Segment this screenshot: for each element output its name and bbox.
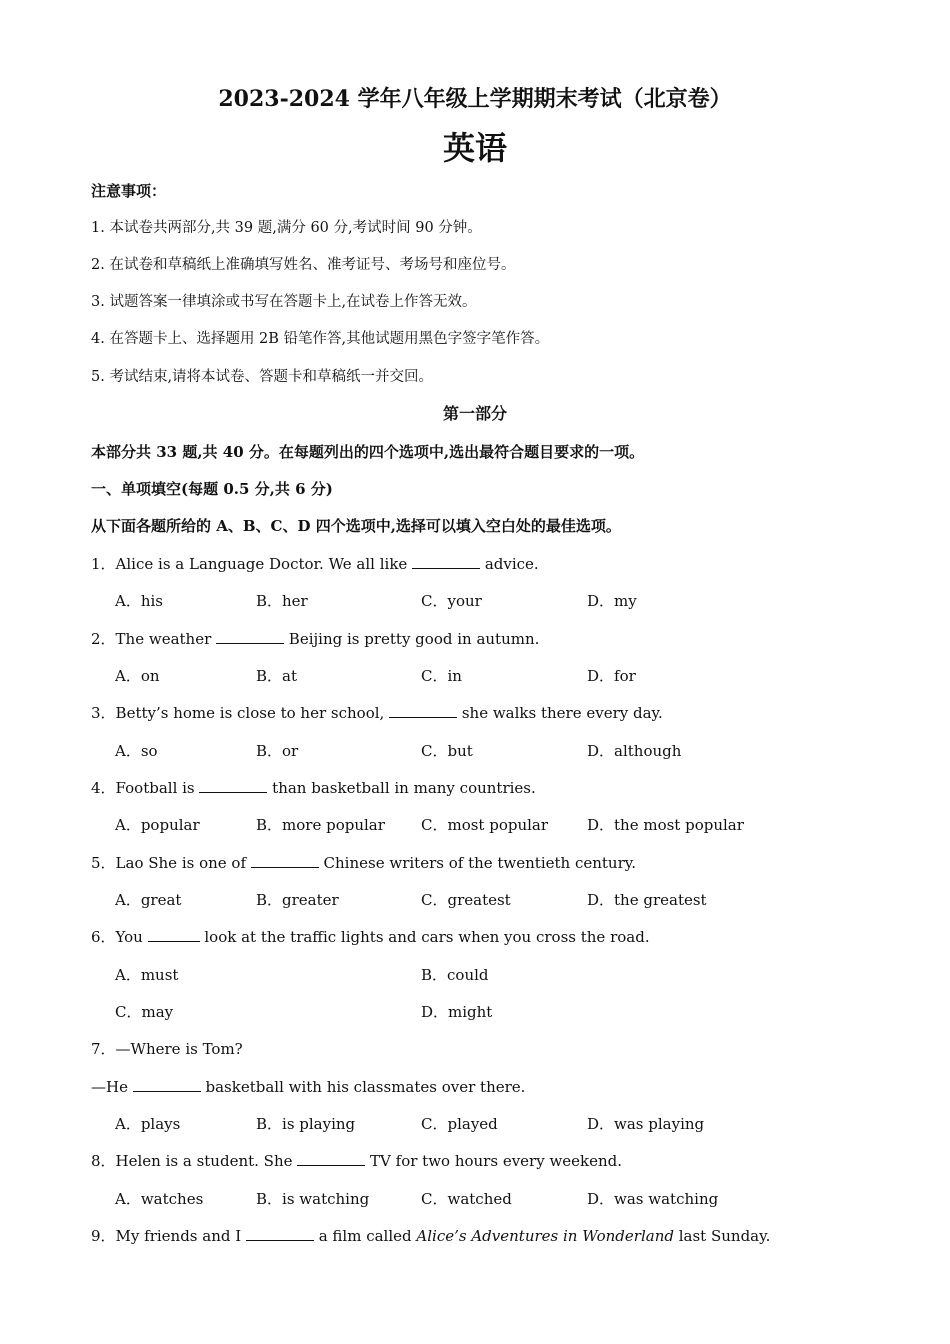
option-d: D．might <box>421 1003 493 1021</box>
notice-item: 3. 试题答案一律填涂或书写在答题卡上,在试卷上作答无效。 <box>91 294 477 310</box>
notice-item: 4. 在答题卡上、选择题用 2B 铅笔作答,其他试题用黑色字签字笔作答。 <box>91 331 550 347</box>
question-stem: 4．Football is than basketball in many countries. <box>91 779 536 797</box>
question-stem: 1．Alice is a Language Doctor. We all like advice. <box>91 555 539 573</box>
option-d: D．was watching <box>587 1190 719 1208</box>
section-heading: 一、单项填空(每题 0.5 分,共 6 分) <box>91 480 333 498</box>
option-d: D．although <box>587 742 682 760</box>
part-intro: 本部分共 33 题,共 40 分。在每题列出的四个选项中,选出最符合题目要求的一项。 <box>91 443 645 461</box>
option-a: A．so <box>115 742 158 760</box>
option-a: A．must <box>115 966 179 984</box>
answer-blank <box>246 1226 314 1241</box>
exam-subject: 英语 <box>442 129 507 167</box>
option-d: D．was playing <box>587 1115 705 1133</box>
film-title: Alice’s Adventures in Wonderland <box>416 1227 674 1245</box>
question-stem: 7．—Where is Tom? <box>91 1040 243 1058</box>
option-a: A．on <box>115 667 160 685</box>
answer-blank <box>199 778 267 793</box>
option-a: A．popular <box>115 816 200 834</box>
question-stem: 3．Betty’s home is close to her school, she walks there every day. <box>91 704 663 722</box>
option-b: B．or <box>256 742 299 760</box>
option-d: D．the most popular <box>587 816 744 834</box>
answer-blank <box>297 1151 365 1166</box>
answer-blank <box>389 703 457 718</box>
option-c: C．may <box>115 1003 174 1021</box>
question-stem: 9．My friends and I a film called Alice’s Adventures in Wonderland last Sunday. <box>91 1227 771 1245</box>
option-c: C．in <box>421 667 462 685</box>
option-c: C．most popular <box>421 816 549 834</box>
option-b: B．greater <box>256 891 339 909</box>
answer-blank <box>133 1077 201 1092</box>
answer-blank <box>148 927 200 942</box>
option-c: C．your <box>421 592 482 610</box>
option-d: D．my <box>587 592 637 610</box>
question-stem: 8．Helen is a student. She TV for two hours every weekend. <box>91 1152 623 1170</box>
option-a: A．watches <box>115 1190 204 1208</box>
notice-item: 2. 在试卷和草稿纸上准确填写姓名、准考证号、考场号和座位号。 <box>91 257 516 273</box>
option-d: D．for <box>587 667 636 685</box>
option-b: B．at <box>256 667 297 685</box>
notice-item: 5. 考试结束,请将本试卷、答题卡和草稿纸一并交回。 <box>91 369 434 385</box>
answer-blank <box>412 554 480 569</box>
exam-title: 2023-2024 学年八年级上学期期末考试（北京卷） <box>218 86 732 112</box>
option-c: C．but <box>421 742 473 760</box>
option-b: B．could <box>421 966 489 984</box>
option-c: C．watched <box>421 1190 512 1208</box>
option-b: B．is watching <box>256 1190 370 1208</box>
question-stem: 6．You look at the traffic lights and cars when you cross the road. <box>91 928 650 946</box>
option-b: B．her <box>256 592 308 610</box>
option-a: A．plays <box>115 1115 181 1133</box>
option-a: A．great <box>115 891 182 909</box>
option-c: C．greatest <box>421 891 511 909</box>
part-heading: 第一部分 <box>442 404 507 423</box>
option-b: B．more popular <box>256 816 385 834</box>
notice-heading: 注意事项： <box>91 182 167 200</box>
section-instruction: 从下面各题所给的 A、B、C、D 四个选项中,选择可以填入空白处的最佳选项。 <box>91 517 621 535</box>
option-d: D．the greatest <box>587 891 707 909</box>
notice-item: 1. 本试卷共两部分,共 39 题,满分 60 分,考试时间 90 分钟。 <box>91 220 482 236</box>
answer-blank <box>216 629 284 644</box>
question-stem: 5．Lao She is one of Chinese writers of the twentieth century. <box>91 854 637 872</box>
answer-blank <box>251 853 319 868</box>
option-a: A．his <box>115 592 163 610</box>
question-stem: —He basketball with his classmates over there. <box>91 1078 526 1096</box>
question-stem: 2．The weather Beijing is pretty good in autumn. <box>91 630 540 648</box>
option-c: C．played <box>421 1115 498 1133</box>
option-b: B．is playing <box>256 1115 356 1133</box>
